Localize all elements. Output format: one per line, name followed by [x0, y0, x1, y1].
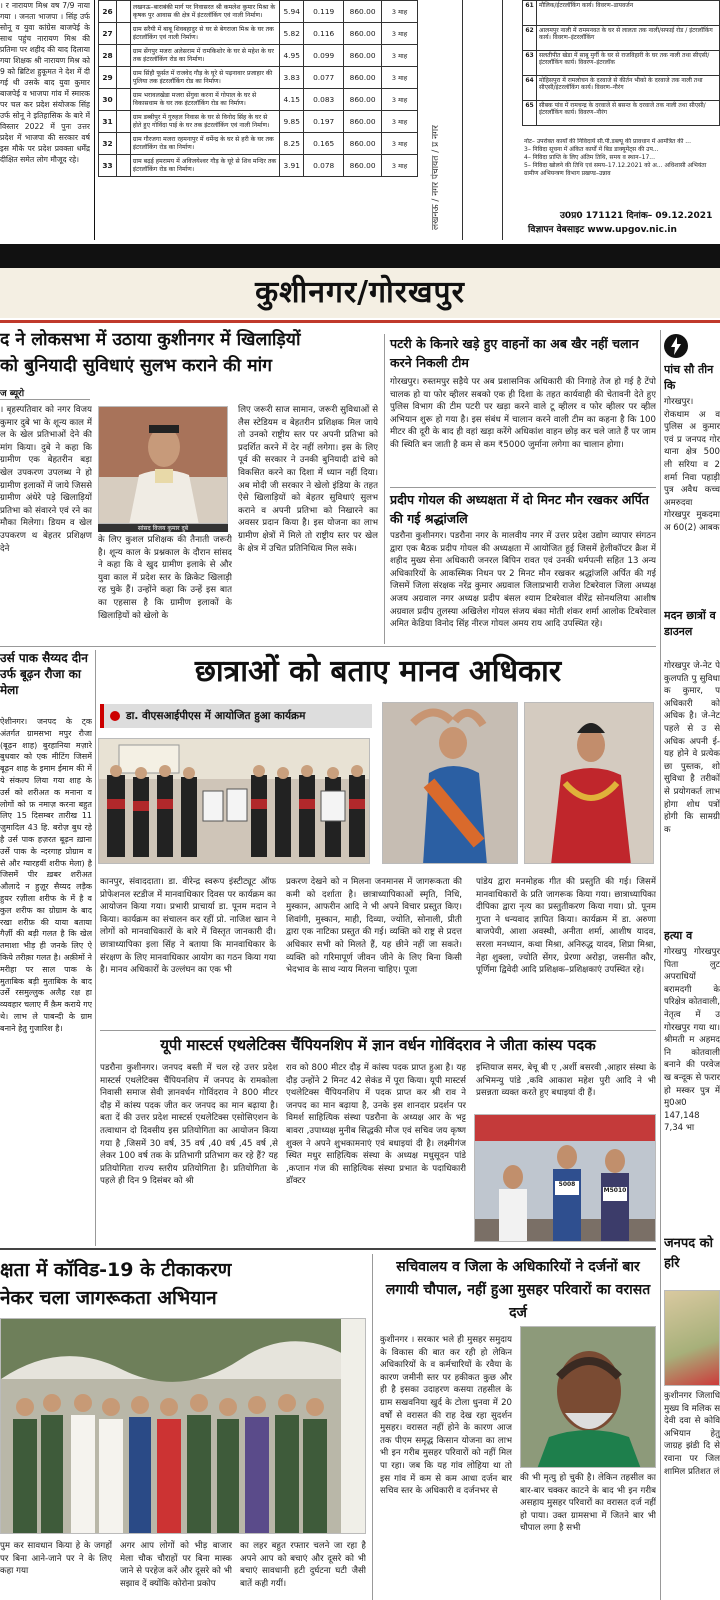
fr-body-4: कुशीनगर जिलाधि मुख्य वि मलिक स देवी दवा से कोवि अभियान हेतु जाग्रह झंडी दि से रवाना पर जिल शामिल प्रतिशत लं	[664, 1391, 720, 1477]
row-icon	[116, 89, 130, 111]
covid-foot-col-3: का लहर बहुत रफ्तार चलने जा रहा है अपने आप को बचाएं और दूसरे को भी बचाएं सावधानी हटी दुर्घटना घटी जैसी बातें कही गयीं।	[240, 1541, 366, 1589]
vertical-label-strip	[422, 0, 518, 240]
tender-row	[99, 1, 418, 23]
covid-foot-col-2: अगर आप लोगों को भीड़ बाजार मेला चौक चौराहों पर बिना मास्क जाने से परहेज करें और दूसरे को भी सझाव दें क्योंकि कोरोना प्रकोप	[120, 1541, 232, 1589]
right-row-number: 62	[523, 26, 537, 51]
mp-photo-caption: सांसद विजय कुमार दुबे	[98, 524, 228, 532]
covid-headline-1: क्षता में कॉविड-19 के टीकाकरण	[0, 1259, 232, 1281]
tender-row	[99, 155, 418, 177]
right-tender-row	[523, 51, 720, 76]
covid-foot-col-1: पुम कर सावधान किया हे के जगहों पर बिना आने-जाने पर ने के लिए कहा गया	[0, 1541, 112, 1577]
row-icon	[116, 67, 130, 89]
lead-col-3: लिए जरूरी साज सामान, जरूरी सुविधाओं से लैस स्टेडियम व बेहतरीन प्रशिक्षक मिल जाये तो उनको राष्ट्रीय स्तर पर अपनी प्रतिभा को प्रदर्शित करने में देर नहीं लगेगा। इस के लिए पूर्व की सरकार ने उनकी बुनियादी ढांचे को विकसित करने का दिशा में ध्यान नहीं दिया। अब मोदी जी सरकार ने खेलो इंडिया के तहत ऐसे खिलाड़ियों को बेहतर सुविधाएं सुलभ कराने व अपनी प्रतिभा को निखारने का अवसर प्रदान किया है। इस योजना का लाभ ग्रामीण क्षेत्रों में मिले तो राष्ट्रीय स्तर पर खेल के क्षेत्र में उचित प्रतिनिधित्व मिल सके।	[238, 405, 378, 554]
row-value-3: 860.00	[344, 89, 382, 111]
rights-headline: छात्राओं को बताए मानव अधिकार	[194, 654, 562, 689]
row-value-2: 0.078	[304, 155, 344, 177]
row-number: 29	[99, 67, 117, 89]
fr-headline-3: हत्या व	[664, 929, 693, 942]
right-row-number: 61	[523, 1, 537, 26]
right-row-description: मौलिक/ईटरलॉकिंग कार्य। विवरण–डायवर्जन	[537, 1, 720, 26]
musahar-col-2: की भी मृत्यु हो चुकी है। लेकिन तहसील का बार-बार चक्कर काटने के बाद भी इन गरीब असहाय मुसहर परिवारों का वरासत दर्ज नहीं हो पाया। उक्त ग्रामसभा में जितने बार भी चौपाल लगा है सभी	[520, 1473, 656, 1534]
fr-headline-2: मदन छात्रों व डाउनल	[664, 609, 716, 638]
row-icon	[116, 111, 130, 133]
fr-headline-4: जनपद को हरि	[664, 1236, 714, 1271]
rights-col-1: कानपुर, संवाददाता। डा. वीरेन्द्र स्वरूप इंस्टीट्यूट ऑफ प्रोफेशनल स्टडीज में मानवाधिकार दिवस पर कार्यक्रम का आयोजन किया गया। प्रभारी प्राचार्या डा. पूनम मदान ने किया। कार्यक्रम का संचालन कर रहीं प्रो. नाजिश खान ने लोगों को मानवाधिकारों के बारे में विस्तृत जानकारी दी। छात्राध्यापिका इला सिंह ने बताया कि मानवाधिकार के संरक्षण के लिए मानवाधिकार आयोग का गठन किया गया है। मानव अधिकारों के उल्लंघन का एक भी	[100, 877, 276, 976]
tender-notes: नोट– उपरोक्त कार्यों की निविदायें सी.पी.डब्ल्यू की प्रावधान में आमंत्रित की ... 3– निविदा सूचना में अंकित कार्यों में बिड डाक्यूमेंट्स की उप... 4– निविदा प्राप्ति के लिए अंतिम तिथि, समय व स्थान–17... 5– निविदा खोलने की तिथि एवं समय–17.12.2021 को अ... अधिशासी अभियंता ग्रामीण अभियन्त्रण विभाग प्रखण्ड–उन्नाव	[524, 138, 707, 177]
tribute-body: पडरौना कुशीनगर। पडरौना नगर के मालवीय नगर में उत्तर प्रदेश उद्योग व्यापार संगठन द्वारा एक बैठक प्रदीप गोयल की अध्यक्षता में आयोजित हुई जिसमें हेलीकॉप्टर क्रैश में शहीद मुख्य सेना अधिकारी जनरल बिपिन रावत एवं उनकी धर्मपत्नी सहित 13 अन्य अधिकारियों के आकस्मिक निधन पर 2 मिनट मौन रखकर श्रद्धांजलि अर्पित की गई जिसमें जिला संरक्षक नरेंद्र कुमार अग्रवाल जिलाप्रभारी राजेश टिबरेवाल जिला अध्यक्ष अजय अग्रवाल नगर अध्यक्ष प्रदीप बंसल श्याम टिबरेवाल वीरेंद्र सोनथलिया आशीष अग्रवाल प्रदीप तुलस्या अखिलेश गोयल संजय बंका मोती शंकर शर्मा आलोक टिबरेवाल अमित केडिया विनोद सिंह नीरज गोयल अमय राय आदि उपस्थित रहे।	[390, 531, 656, 630]
right-row-description: आलमपुर नाली में राममनवत के घर से लालता तक नाली/सफाई रोड / इंटरलॉकिंग कार्य। विवरण–इंटरलॉकिंग	[537, 26, 720, 51]
right-row-number: 65	[523, 101, 537, 126]
right-tender-table	[522, 0, 720, 126]
rights-tag: डा. वीएसआईपीएस में आयोजित हुआ कार्यक्रम	[126, 710, 306, 722]
tender-row	[99, 133, 418, 155]
row-value-2: 0.119	[304, 1, 344, 23]
fr-body-2: गोरखपुर जे-नेट पे कुलपति पु सुविधा क कुमार, प अधिकारी को अधिक है। जे-नेट पहले से उ से अधिक अपनी ई- यह होने वे प्रत्येक छा पुस्तक, शो सुविधा है तरीकों से प्रयोगकर्त लाभ होगा शोध पत्रों होगी कि सामग्री क	[664, 661, 720, 835]
rights-col-3: पांडेय द्वारा मनमोहक गीत की प्रस्तुति की गई। जिसमें मानवाधिकारों के प्रति जागरूक किया गया। छात्राध्यापिका दीपिका द्वारा नृत्य का प्रस्तुतीकरण किया गया। प्रो. पूनम गुप्ता ने धन्यवाद ज्ञापित किया। कार्यक्रम में डा. अरुणा बाजपेयी, आशा अवस्थी, अनीता शर्मा, आशीष यादव, सरला मनध्यान, कथा मिश्रा, अनिरुद्ध यादव, शिप्रा मिश्रा, नेहा शुक्ला, ज्योति सेंगर, प्रेरणा अरोड़ा, जसनीत कौर, पूर्णिमा द्विवेदी आदि प्रशिक्षक–प्रशिक्षकाएं उपस्थित रहे।	[476, 877, 656, 976]
right-row-description: मोहिसपुरा में रामलोचन के दरवाजे से कीर्तन भीको के दरवाजे तक नाली तथा सीएसी/इंटरलॉकिंग कार्य। विवरण–नौरंग	[537, 76, 720, 101]
vehicles-headline: पटरी के किनारे खड़े हुए वाहनों का अब खैर नहीं चलान करने निकली टीम	[390, 336, 639, 370]
row-number: 27	[99, 23, 117, 45]
row-value-2: 0.197	[304, 111, 344, 133]
masters-medal-photo	[474, 1114, 656, 1242]
urs-headline: उर्स पाक सैय्यद दीन उर्फ बूढ़न रौजा का मेला	[0, 651, 88, 697]
row-value-1: 4.15	[280, 89, 304, 111]
row-value-3: 860.00	[344, 23, 382, 45]
row-value-2: 0.165	[304, 133, 344, 155]
row-duration: 3 माह	[382, 133, 418, 155]
row-duration: 3 माह	[382, 23, 418, 45]
row-value-1: 5.82	[280, 23, 304, 45]
rights-tag-dot-icon	[110, 711, 120, 721]
rights-dance-photo-1	[382, 702, 518, 864]
right-row-number: 64	[523, 76, 537, 101]
tender-row	[99, 89, 418, 111]
row-number: 32	[99, 133, 117, 155]
tender-row	[99, 67, 418, 89]
row-duration: 3 माह	[382, 1, 418, 23]
row-number: 28	[99, 45, 117, 67]
right-tender-row	[523, 101, 720, 126]
lead-headline-2: को बुनियादी सुविधाएं सुलभ कराने की मांग	[0, 356, 272, 376]
row-value-1: 3.83	[280, 67, 304, 89]
row-number: 26	[99, 1, 117, 23]
lead-headline-1: द ने लोकसभा में उठाया कुशीनगर में खिलाड़ियों	[0, 330, 301, 350]
right-row-description: सलतीपीत खेडा में साबू मुर्गी के घर से राजविहारी के घर तक नाली तथा सीएसी/इंटरलॉकिंग कार्य। विवरण–इंटरलॉक	[537, 51, 720, 76]
fr-photo	[664, 1290, 720, 1386]
rights-dance-photo-2	[524, 702, 654, 864]
ad-website: विज्ञापन वेबसाइट www.upgov.nic.in	[528, 225, 677, 235]
row-description: ग्राम बढ़ई हमरामय में अविजयेश्वर गौड़ के घूरे से शिव मन्दिर तक इंटरलॉकिंग रोड का निर्माण।	[130, 155, 279, 177]
row-value-2: 0.077	[304, 67, 344, 89]
row-value-1: 3.91	[280, 155, 304, 177]
electricity-icon	[664, 334, 688, 358]
right-row-number: 63	[523, 51, 537, 76]
row-value-3: 860.00	[344, 1, 382, 23]
row-icon	[116, 155, 130, 177]
row-description: ग्राम सेंगपुर मजरा अलेसराम में रामकिशोर के घर से महेश के घर तक इंटरलॉकिंग रोड का निर्माण।	[130, 45, 279, 67]
lead-col-2: के लिए कुशल प्रशिक्षक की तैनाती जरूरी है। शून्य काल के प्रश्नकाल के दौरान सांसद ने कहा कि वे खुद ग्रामीण इलाके से और युवा काल में प्रदेश स्तर के क्रिकेट खिलाड़ी रह चुके हैं। उन्होंने कहा कि उन्हें इस बात का एहसास है कि ग्रामीण इलाकों के खिलाड़ियों को खेलो के	[98, 535, 232, 621]
row-value-2: 0.083	[304, 89, 344, 111]
bib-number-b: M5010	[603, 1187, 627, 1194]
row-duration: 3 माह	[382, 45, 418, 67]
rights-group-photo	[98, 738, 370, 864]
row-description: ग्राम सिंहौ फूर्सत में राजवेद गौड़ के घूरे से पढ़नावार प्रजाहार की पुलिया तक इंटरलॉकिंग रोड का निर्माण।	[130, 67, 279, 89]
tender-row	[99, 23, 418, 45]
fr-body-3: गोरखपु गोरखपुर पिता लुट अपराधियों बरामदगी के परिक्षेत्र कोतवाली, नेतृत्व में उ गोरखपुर गया था। श्रीमती म अहमद नि कोतवाली बनाने की परवेज ख बन्दूक से फरार हो मस्कर पुत्र में मु0अ0 147,148 7,34 भा	[664, 947, 720, 1134]
masters-col-3: इम्तियाज समर, बेचू बी ए ,अर्शी बसरवी ,आहार संस्था के अभिमन्यु पांडे ,कवि आकाश महेश पुरी आदि ने भी प्रसन्नता व्यक्त करते हुए बधाइयां दी हैं।	[476, 1063, 656, 1099]
right-tender-row	[523, 1, 720, 26]
row-value-3: 860.00	[344, 111, 382, 133]
fr-body-1: गोरखपुर। रोकथाम अ व पुलिस अ कुमार एवं प्र जनपद गोर थाना क्षेत्र 500 ली सरिया व 2 शर्मा निवा पहाड़ी पुत्र अवैध कच्च अमरुदवा गोरखपुर मुकदमा अ 60(2) आबक	[664, 397, 720, 533]
row-icon	[116, 1, 130, 23]
row-number: 33	[99, 155, 117, 177]
row-value-2: 0.116	[304, 23, 344, 45]
fr-headline-1: पांच सौ तीन कि	[664, 363, 714, 392]
row-description: ग्राम गौरजगा मजरा रहमनापुर में धर्मेन्द्र के घर से हरी के घर तक इंटरलॉकिंग रोड का निर्माण।	[130, 133, 279, 155]
rights-col-2: प्रकरण देखने को न मिलना जनमानस में जागरूकता की कमी को दर्शाता है। छात्राध्यापिकाओं स्मृति, निधि, मुस्कान, आफरीन आदि ने भी अपने विचार प्रस्तुत किए। शिवांगी, मुस्कान, माही, दिव्या, ज्योति, सोनाली, प्रीती द्वारा एक नाटिका प्रस्तुत की गई। व्यक्ति को राष्ट्र से प्रदत्त अधिकार सभी को मिलते हैं, यह छीने नहीं जा सकते। व्यक्ति को गरिमापूर्ण जीवन जीने के लिए बिना किसी भेदभाव के साथ न्याय मिलना चाहिए। पूजा	[286, 877, 462, 976]
right-tender-row	[523, 26, 720, 51]
row-duration: 3 माह	[382, 67, 418, 89]
masters-headline: यूपी मास्टर्स एथलेटिक्स चैंपियनशिप में ज्ञान वर्धन गोविंदराव ने जीता कांस्य पदक	[160, 1036, 596, 1054]
row-description: लखनऊ–बाराबंकी मार्ग पर निवासरत श्री कमलेश कुमार मिश्रा के कृषक पुर आवास की क्षेत्र में इंटरलॉकिंग एवं नाली निर्माण।	[130, 1, 279, 23]
row-value-3: 860.00	[344, 155, 382, 177]
vertical-label: लखनऊ / नगर पंचायत / प्र नगर	[431, 125, 441, 230]
covid-headline-2: नेकर चला जागरूकता अभियान	[0, 1287, 217, 1309]
row-duration: 3 माह	[382, 111, 418, 133]
tender-row	[99, 45, 418, 67]
row-value-3: 860.00	[344, 67, 382, 89]
row-value-3: 860.00	[344, 133, 382, 155]
row-duration: 3 माह	[382, 155, 418, 177]
musahar-portrait-photo	[520, 1326, 656, 1468]
top-left-column: । र नारायण मिश्र वष 7/9 नाया गया । जनता भाजपा । सिंह उर्फ सोनू व युवा कांग्रेस बाजपेई के साथ पहुंच नारायण मिश्र की प्रतिमा पर शहीद की याद दिलाया गया शिक्षक श्री नारायण मिश्र को 9 को ब्रिटिश हुकूमत ने देश में दी गई थी उसके बाद युवा कुमार बाजपेई व भाजपा गांव में स्मारक पर चल कर प्रदेश संयोजक सिंह उर्फ सोनू ने इतिहासिक के बारे में विस्तार 2022 में पुनः उत्तर प्रदेश में भाजपा की सरकार वर्ष इस मौके पर प्रदेश प्रवक्ता धर्मेंद्र दीक्षित समेत लोग मौजूद रहे।	[0, 1, 90, 164]
row-description: ग्राम डब्बीपुर में गुरुहल निवास के घर से विनोद सिंह के घर से होते हुए गोविंदा पाई के घर तक इंटरलॉकिंग एवं नाली निर्माण।	[130, 111, 279, 133]
masters-col-1: पडरौना कुशीनगर। जनपद बस्ती में चल रहे उत्तर प्रदेश मास्टर्स एथलेटिक्स चैंपियनशिप में जनपद के रामकोला निवासी समाज सेवी ज्ञानवर्धन गोविंदराव ने 800 मीटर दौड़ में कांस्य पदक जीत कर जनपद का मान बढ़ाया है। बता दें की उत्तर प्रदेश मास्टर्स एथलेटिक्स एसोसिएशन के तत्वाधान दो दिवसीय इस प्रतियोगिता का आयोजन किया गया है ,जिसमें 30 वर्ष, 35 वर्ष ,40 वर्ष ,45 वर्ष ,से लेकर 100 वर्ष तक के प्रतिभागी प्रतिभाग कर रहे हैं? यह प्रतियोगिता राज्य स्तरीय प्रतियोगिता है। प्रतियोगिता के पहले ही दिन 9 दिसंबर को श्री	[100, 1063, 278, 1187]
musahar-col-1: कुशीनगर । सरकार भले ही मुसहर समुदाय के विकास की बात कर रही हो लेकिन अधिकारियों के व कर्मचारियों के रवैया के कारण जमीनी स्तर पर हकीकत कुछ और ही है इसका उदाहरण कसया तहसील के ग्राम सखवनिया खुर्द के टोला धुनवा में 20 वर्षों से वरासत की राह देख रहा सुदर्शन मुसहर। वरासत नहीं होने के कारण आज तक पीएम समृद्ध किसान योजना का लाभ भी इन गरीब मुसहर परिवारों को नहीं मिल पा रहा। जब कि यह गांव लोहिया था तो इस गांव में कम से कम आधा दर्जन बार सचिव स्तर के अधिकारी व दर्जनभर से	[380, 1335, 512, 1497]
masters-col-2: राव को 800 मीटर दौड़ में कांस्य पदक प्राप्त हुआ है। यह दौड़ उन्होंने 2 मिनट 42 सेकंड में पूरा किया। यूपी मास्टर्स एथलेटिक्स चैंपियनशिप में पदक प्राप्त कर श्री राव ने जनपद का मान बढ़ाया है, उनके इस शानदार प्रदर्शन पर विमर्श साहित्यिक संस्था पडरौना के अध्यक्ष आर के भट्ट बावरा ,उपाध्यक्ष मुनीब सिद्धकी मौज एवं सचिव जय कृष्ण शुक्ल ने अपने शुभकामनाएं एवं बधाइयां दी है। लक्ष्मीगंज स्थित मधुर साहित्यिक संस्था के अध्यक्ष मधुसूदन पांडे ,कप्तान गंज की साहित्यिक संस्था प्रभात के पदाधिकारी डॉक्टर	[286, 1063, 466, 1187]
row-value-3: 860.00	[344, 45, 382, 67]
row-description: ग्राम भरावलखेडा मजरा सेंगुवा करना में गोपाल के घर से विकासधाम के घर तक इंटरलॉकिंग रोड का निर्माण।	[130, 89, 279, 111]
lead-col-1: । बृहस्पतिवार को नगर विजय कुमार दुबे भा के शून्य काल में ल के खेल प्रतिभाओं देने की मांग किया। दुबे ने कहा कि ग्रामीण एक बेहतरीन बड़ा खेल उपकरण उपलब्ध ने हो ग्रामीण इलाकों में जाये जिससे ग्रामीण अंधेरे पड़े खिलाड़ियों प्रतिभा को संवारने एवं रने का मौका मिलेगा। डियम व खेल उपकरण थ बेहतर प्रशिक्षण देने	[0, 405, 92, 554]
row-value-1: 8.25	[280, 133, 304, 155]
page-title: कुशीनगर/गोरखपुर	[255, 275, 465, 310]
right-row-description: सीबक पांव में रामचन्द्र के दरवाजे से बसन्त के दरवाजे तक नाली तथा सीएसी/इंटरलॉकिंग कार्य। विवरण–नौरंग	[537, 101, 720, 126]
row-icon	[116, 45, 130, 67]
lead-byline: ज ब्यूरो	[0, 386, 90, 400]
section-band	[0, 244, 720, 268]
row-duration: 3 माह	[382, 89, 418, 111]
row-value-1: 9.85	[280, 111, 304, 133]
covid-rally-photo	[0, 1318, 366, 1534]
tender-table	[98, 0, 418, 177]
tender-row	[99, 111, 418, 133]
tribute-headline: प्रदीप गोयल की अध्यक्षता में दो मिनट मौन रखकर अर्पित की गई श्रद्धांजलि	[390, 492, 649, 526]
urs-body: ऐशीनगर। जनपद के ट्क अंतर्गत ग्रामसभा मपुर रौजा (बूढ़न शाह) बुरहानिया मज़ारे बुधवार को एक मीटिंग जिसमें बूढ़न शाह के इमाम ईमाम की में ये संकल्प लिया गया शाह के उर्स को शरीअत क मनाना व लोगों को फ़ नमाज़ करना बहुत लिए 15 दिसम्बर तारीख 11 जुमादिल 43 हि. बरोज़ बुध रहे है उर्स पाक हज़रत बूढ़न ख़ाना उर्से पाक के न्दरगाह प्रोग्राम व से और ग्यारहवीं शरीफ मेला) है जिसमें पीर ख़बर शरीअत औलादे न हुज़ूर सैय्यद लड़ैक हुयर रज़ीला शरीफ के में है व कुल शरीफ का ग्रोग्राम के बाद रखा शरीफ़ की याया बताया गैर्ज़ी की बड़ी गलत है कि खेल तमाशा भीड़ ही जनके लिए ऐ किये तरीक़ा गलत है। अक़ीमों ने मरीहा पर साल पाक के मुताबिक बड़ी मुताबिक के बाद उर्से रसमुल्लुक अलैह रक्ष हा व्यवहार चलाए मैं क़ैम कराये गए थे। लाभ ले पाबन्दी के ग्राम बनाने हेतु गुजारिश है।	[0, 717, 92, 1033]
row-icon	[116, 133, 130, 155]
row-value-1: 5.94	[280, 1, 304, 23]
vehicles-body: गोरखपुर। रुस्तमपुर सड़ैये पर अब प्रशासनिक अधिकारी की निगाहे तेज हो गई है टेंपो चालक हो या फोर व्हीलर सबको एक ही दिशा के तहत कार्यवाही की चेतावनी देते हुए पुलिस विभाग की टीम पटरी पर खड़ा करने वाले टू व्हीलर व फोर व्हीलर पर व्हील अभियान शुरू हो गया है। इस संबंध में चालान करने वाली टीम का कहना है कि 100 मीटर की दूरी के बाद ही वहां खड़ा करेंगे अधिकांश वाहन छोड़ कर चले जाते हैं पर जाम की स्थिति बन जाती है कम से कम ₹5000 जुर्माना लगेगा का चालान होगा।	[390, 377, 656, 450]
bib-number-a: 5008	[558, 1181, 576, 1188]
row-value-2: 0.099	[304, 45, 344, 67]
right-tender-row	[523, 76, 720, 101]
row-number: 30	[99, 89, 117, 111]
tender-ref: उ0प्र0 171121 दिनांक– 09.12.2021	[560, 211, 713, 221]
row-number: 31	[99, 111, 117, 133]
musahar-headline: सचिवालय व जिला के अधिकारियों ने दर्जनों बार लगायी चौपाल, नहीं हुआ मुसहर परिवारों का वरासत दर्ज	[385, 1259, 651, 1321]
row-icon	[116, 23, 130, 45]
row-value-1: 4.95	[280, 45, 304, 67]
row-description: ग्राम सरैयी में बाबू शिवबहादुर से घर से बेगराजा मिश्र के घर तक इंटरलॉकिंग एवं नाली निर्माण।	[130, 23, 279, 45]
mp-photo	[98, 406, 228, 524]
